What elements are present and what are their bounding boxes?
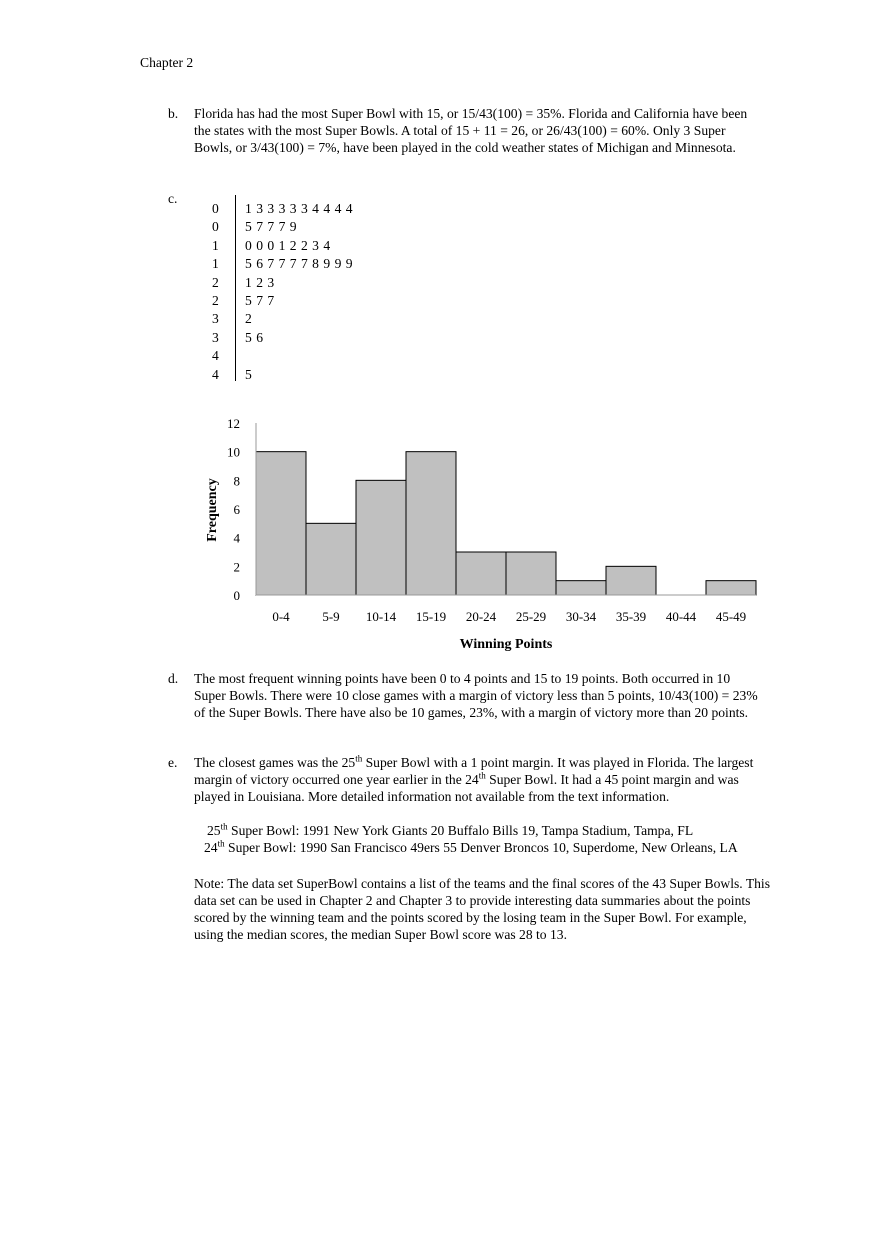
text: The closest games was the 25 xyxy=(194,755,356,770)
note-paragraph: Note: The data set SuperBowl contains a list of the teams and the final scores of the 43 Super Bowls. This data set can be used in Chapter 2 and Chapter 3 to provide interesting data summaries about the points scored by the winning team and the points scored by the losing team in the Super Bowl. For example, using the median scores, the median Super Bowl score was 28 to 13. xyxy=(194,876,770,942)
stem: 0 xyxy=(212,201,219,216)
item-label-c: c. xyxy=(168,191,178,206)
histogram-bar xyxy=(306,523,356,595)
sup: th xyxy=(355,753,363,764)
paragraph-d: The most frequent winning points have been 0 to 4 points and 15 to 19 points. Both occurred in 10 Super Bowls. There were 10 close games with a margin of victory less than 5 points, 10/43(100) = 23% of the Super Bowls. There have also be 10 games, 23%, with a margin of victory more than 20 points. xyxy=(194,671,758,720)
item-label-e: e. xyxy=(168,755,178,770)
leaves: 0 0 0 1 2 2 3 4 xyxy=(245,237,332,253)
stem: 4 xyxy=(212,366,219,382)
histogram-bar xyxy=(256,452,306,595)
x-tick-label: 0-4 xyxy=(272,609,290,624)
x-tick-label: 5-9 xyxy=(322,609,340,624)
leaves: 5 6 7 7 7 7 8 9 9 9 xyxy=(245,256,354,272)
stem-divider xyxy=(235,195,236,381)
item-label-b: b. xyxy=(168,106,179,121)
stem: 1 xyxy=(212,237,219,253)
text: Super Bowl: 1991 New York Giants 20 Buffalo Bills 19, Tampa Stadium, Tampa, FL xyxy=(227,823,694,838)
leaves: 5 7 7 7 9 xyxy=(245,219,298,235)
leaves: 5 xyxy=(245,366,253,382)
leaves: 1 3 3 3 3 3 4 4 4 4 xyxy=(245,201,354,216)
histogram-bar xyxy=(706,581,756,595)
y-tick-label: 12 xyxy=(227,416,240,431)
stem: 2 xyxy=(212,293,219,308)
histogram-bar xyxy=(556,581,606,595)
text: Super Bowl with a 1 point margin. It was played in Florida. The largest margin of victory occurred one year earlier in the 24 xyxy=(194,755,754,787)
x-tick-label: 30-34 xyxy=(565,609,597,624)
item-label-d: d. xyxy=(168,671,179,686)
paragraph-e xyxy=(194,754,764,805)
superbowl-25-line xyxy=(207,822,693,839)
stem: 0 xyxy=(212,219,219,235)
leaves: 5 6 xyxy=(245,329,264,345)
stem: 2 xyxy=(212,274,219,290)
histogram-bar xyxy=(606,566,656,595)
y-tick-label: 6 xyxy=(233,502,240,517)
histogram-bar xyxy=(456,552,506,595)
paragraph-b: Florida has had the most Super Bowl with 15, or 15/43(100) = 35%. Florida and California have been the states with the most Super Bowls. A total of 15 + 11 = 26, or 26/43(100) = 60%. Only 3 Super Bowls, or 3/43(100) = 7%, have been played in the cold weather states of Michigan and Minnesota. xyxy=(194,106,748,155)
leaves: 1 2 3 xyxy=(245,274,276,290)
chapter-header: Chapter 2 xyxy=(140,55,194,70)
leaves: 5 7 7 xyxy=(245,293,276,308)
x-tick-label: 15-19 xyxy=(415,609,447,624)
x-tick-label: 20-24 xyxy=(465,609,497,624)
stem: 1 xyxy=(212,256,219,272)
stem: 3 xyxy=(212,311,219,327)
sup: th xyxy=(217,838,225,849)
y-tick-label: 4 xyxy=(233,530,240,546)
y-tick-label: 0 xyxy=(233,588,240,603)
leaves: 2 xyxy=(245,311,253,327)
histogram-bar xyxy=(356,480,406,595)
superbowl-24-line xyxy=(204,839,738,856)
text: Super Bowl: 1990 San Francisco 49ers 55 Denver Broncos 10, Superdome, New Orleans, LA xyxy=(224,840,738,855)
histogram-bar xyxy=(406,452,456,595)
histogram-chart xyxy=(0,400,880,660)
x-tick-label: 35-39 xyxy=(615,609,647,624)
y-tick-label: 8 xyxy=(233,473,240,489)
x-tick-label: 45-49 xyxy=(715,609,747,624)
stem: 4 xyxy=(212,348,219,364)
y-tick-label: 10 xyxy=(227,444,240,460)
sup: th xyxy=(478,770,486,781)
sup: th xyxy=(220,821,228,832)
text: 24 xyxy=(204,840,218,855)
histogram-bar xyxy=(506,552,556,595)
y-axis-label: Frequency xyxy=(205,478,220,542)
stem: 3 xyxy=(212,329,219,345)
x-axis-label: Winning Points xyxy=(459,637,553,652)
x-tick-label: 10-14 xyxy=(365,609,397,624)
y-tick-label: 2 xyxy=(233,559,240,575)
x-tick-label: 40-44 xyxy=(665,609,697,624)
text: Super Bowl. It had a 45 point margin and was played in Louisiana. More detailed information not available from the text information. xyxy=(194,772,739,804)
text: 25 xyxy=(207,823,221,838)
x-tick-label: 25-29 xyxy=(515,609,547,624)
